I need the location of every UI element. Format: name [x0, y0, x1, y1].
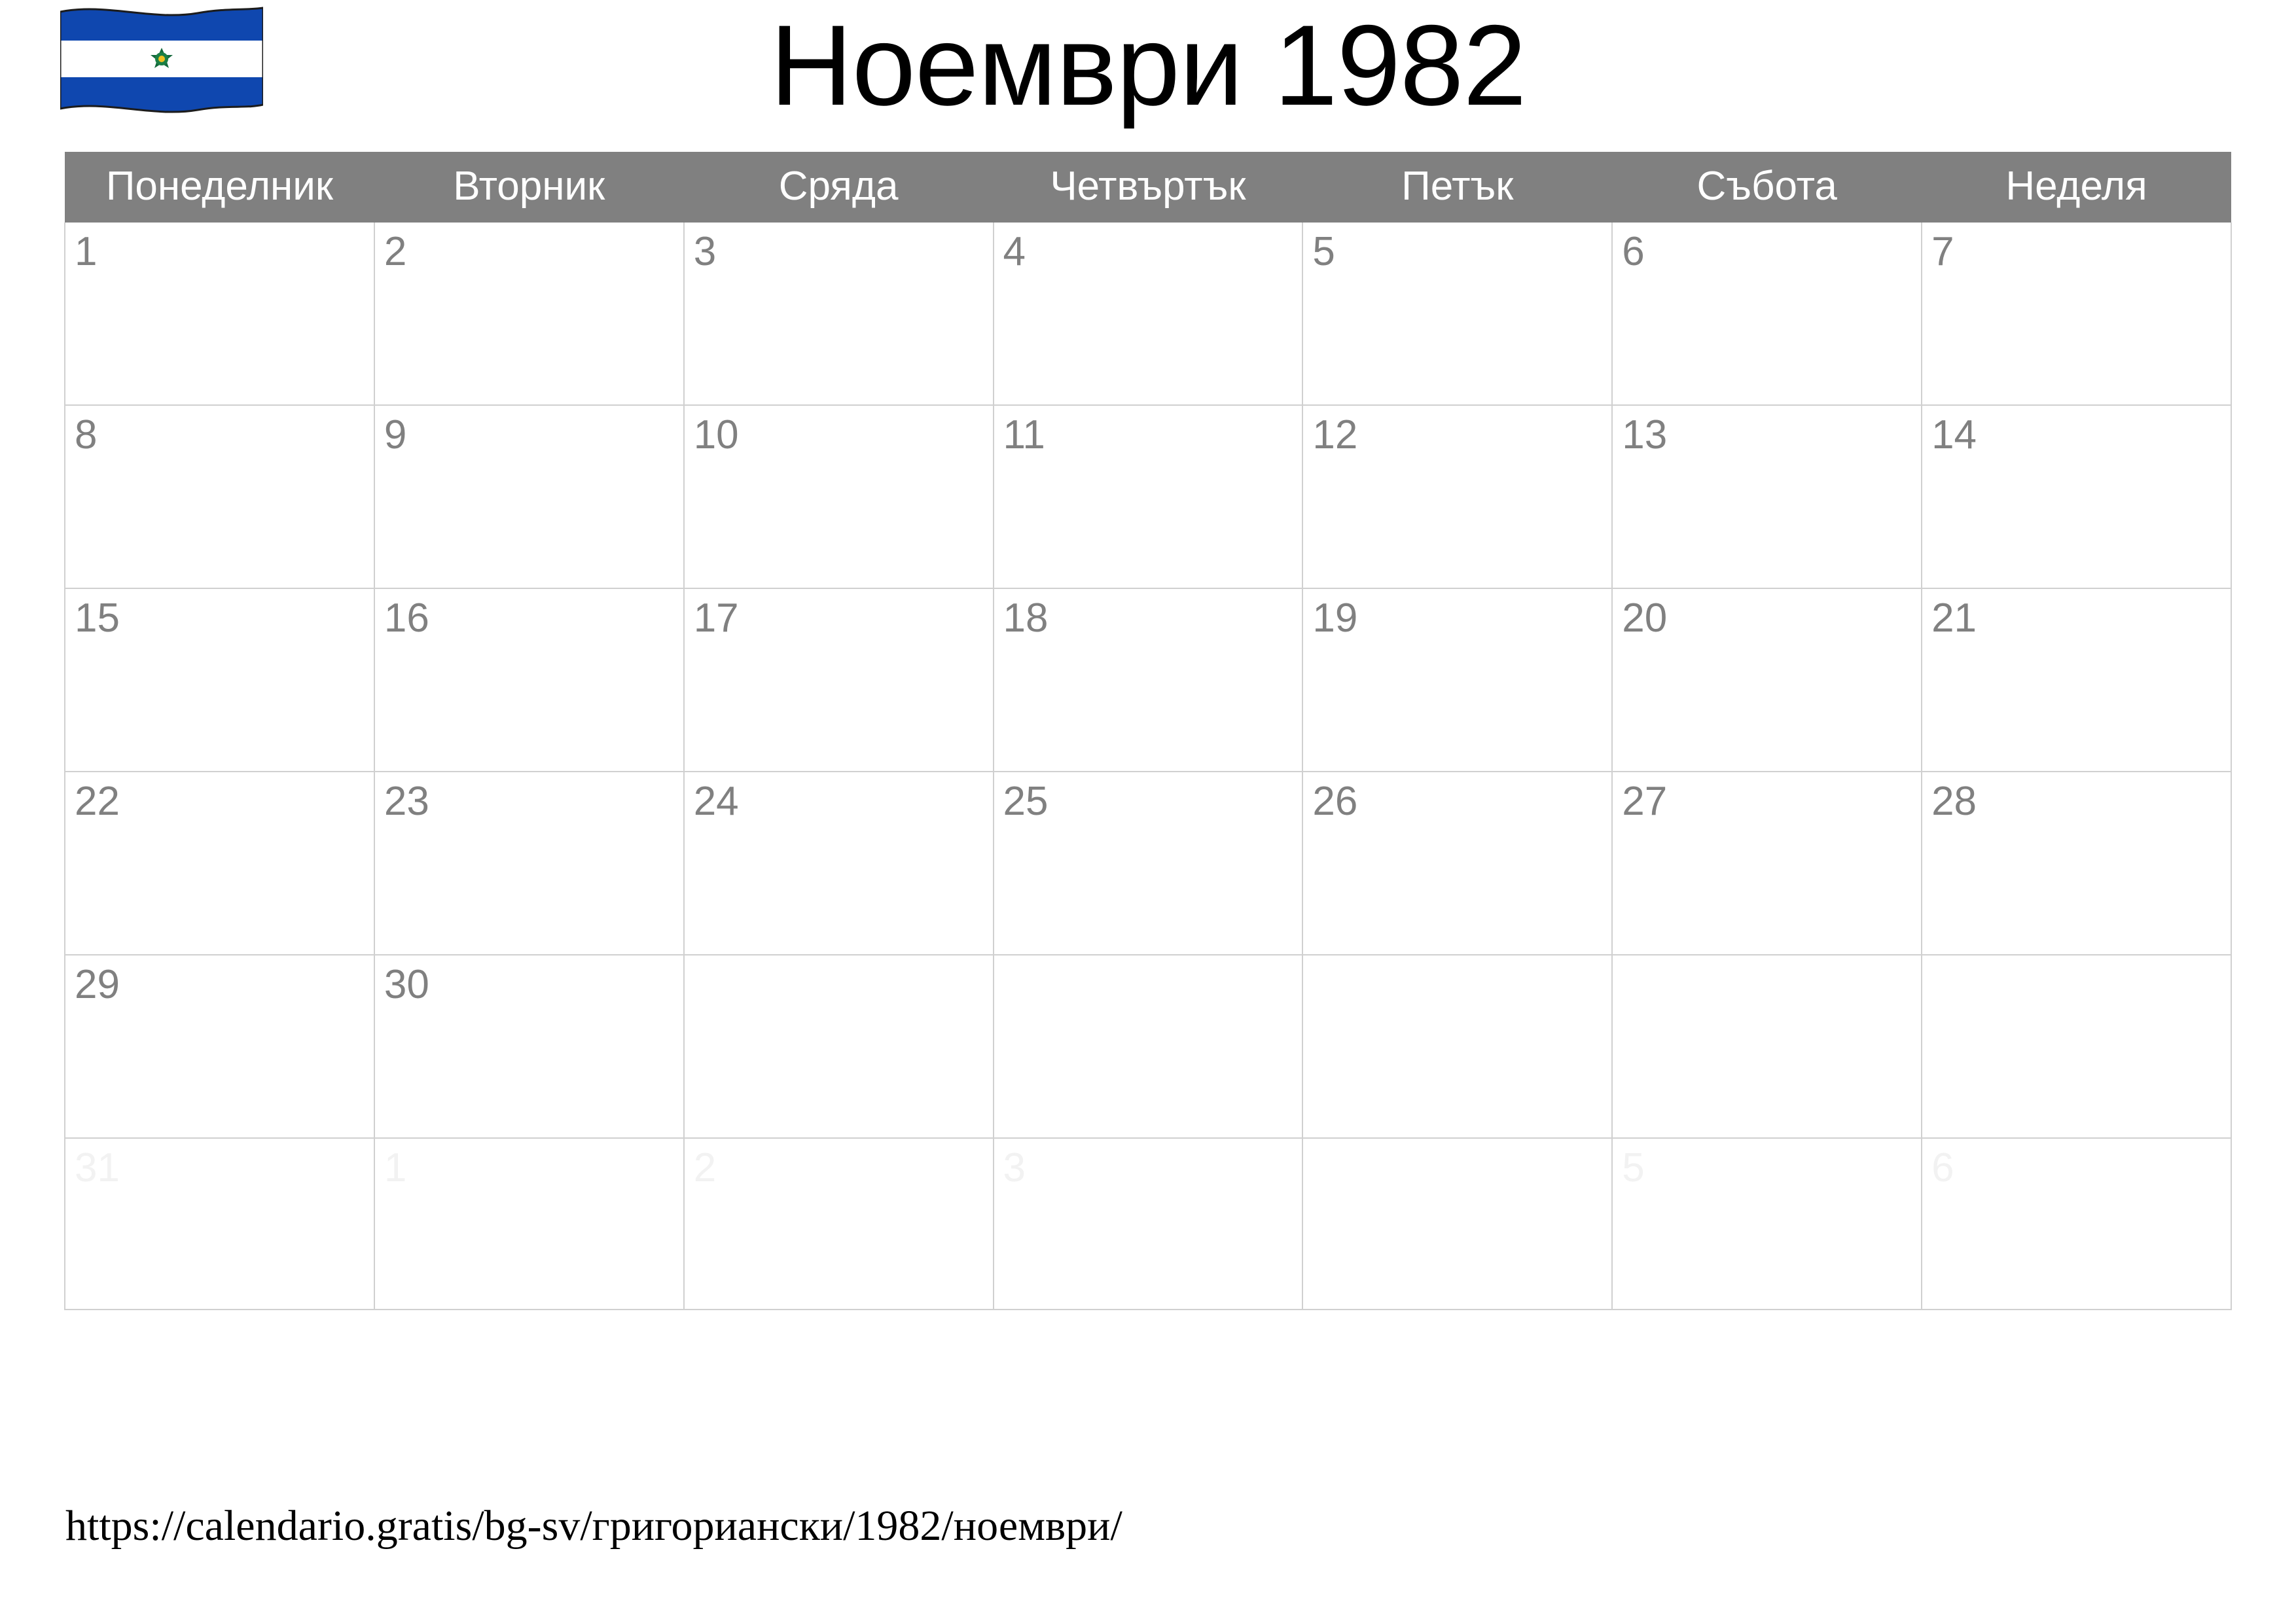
day-number: 17	[693, 596, 739, 641]
day-number: 9	[384, 412, 407, 457]
calendar-day-cell[interactable]	[1922, 405, 2231, 588]
calendar-day-cell[interactable]	[684, 223, 994, 405]
calendar-day-cell[interactable]	[1922, 223, 2231, 405]
day-number: 27	[1622, 779, 1668, 824]
calendar-day-cell[interactable]	[374, 588, 684, 772]
calendar-day-cell[interactable]	[374, 405, 684, 588]
calendar-day-cell[interactable]	[1612, 405, 1922, 588]
day-number: 4	[1003, 229, 1026, 274]
day-number: 2	[693, 1145, 717, 1190]
page-title: Ноември 1982	[770, 1, 1526, 130]
calendar-day-cell[interactable]	[1612, 588, 1922, 772]
day-number: 22	[75, 779, 120, 824]
day-number: 10	[693, 412, 739, 457]
day-number: 28	[1931, 779, 1977, 824]
calendar-day-cell[interactable]	[65, 588, 374, 772]
calendar-day-cell[interactable]	[684, 588, 994, 772]
day-number: 13	[1622, 412, 1668, 457]
weekday-header-wednesday: Сряда	[684, 152, 994, 223]
calendar-day-cell[interactable]	[374, 223, 684, 405]
page-header	[0, 0, 2296, 141]
day-number: 21	[1931, 596, 1977, 641]
calendar-day-cell[interactable]	[374, 1138, 684, 1310]
weekday-header-row	[65, 152, 2231, 223]
day-number: 3	[693, 229, 717, 274]
weekday-header-saturday: Събота	[1612, 152, 1922, 223]
day-number: 30	[384, 962, 429, 1007]
calendar-day-cell[interactable]	[994, 955, 1303, 1138]
calendar-day-cell[interactable]	[65, 772, 374, 955]
day-number: 20	[1622, 596, 1668, 641]
day-number: 25	[1003, 779, 1049, 824]
day-number: 26	[1312, 779, 1358, 824]
calendar-week-row	[65, 588, 2231, 772]
calendar-day-cell[interactable]	[684, 955, 994, 1138]
calendar-day-cell[interactable]	[1302, 223, 1612, 405]
calendar-week-row	[65, 405, 2231, 588]
calendar-day-cell[interactable]	[994, 588, 1303, 772]
day-number: 16	[384, 596, 429, 641]
calendar-day-cell[interactable]	[684, 1138, 994, 1310]
weekday-header-monday: Понеделник	[65, 152, 374, 223]
day-number: 2	[384, 229, 407, 274]
calendar-week-row	[65, 772, 2231, 955]
day-number: 23	[384, 779, 429, 824]
day-number: 12	[1312, 412, 1358, 457]
calendar-day-cell[interactable]	[374, 955, 684, 1138]
calendar-day-cell[interactable]	[374, 772, 684, 955]
source-url[interactable]: https://calendario.gratis/bg-sv/григориански/1982/ноември/	[65, 1502, 1122, 1550]
calendar-day-cell[interactable]	[1922, 955, 2231, 1138]
calendar-day-cell[interactable]	[65, 955, 374, 1138]
calendar-day-cell[interactable]	[1302, 955, 1612, 1138]
day-number: 19	[1312, 596, 1358, 641]
calendar-day-cell[interactable]	[1612, 1138, 1922, 1310]
calendar-day-cell[interactable]	[1302, 588, 1612, 772]
calendar-day-cell[interactable]	[994, 223, 1303, 405]
calendar-day-cell[interactable]	[1922, 588, 2231, 772]
calendar-week-row-overflow	[65, 1138, 2231, 1310]
day-number: 3	[1003, 1145, 1026, 1190]
calendar-day-cell[interactable]	[1612, 223, 1922, 405]
day-number: 14	[1931, 412, 1977, 457]
weekday-header-sunday: Неделя	[1922, 152, 2231, 223]
day-number: 1	[384, 1145, 407, 1190]
day-number: 1	[75, 229, 98, 274]
calendar-day-cell[interactable]	[1922, 1138, 2231, 1310]
day-number: 6	[1931, 1145, 1954, 1190]
calendar-week-row	[65, 955, 2231, 1138]
weekday-header-friday: Петък	[1302, 152, 1612, 223]
day-number: 5	[1312, 229, 1335, 274]
calendar-day-cell[interactable]	[65, 1138, 374, 1310]
day-number: 5	[1622, 1145, 1645, 1190]
calendar-day-cell[interactable]	[1612, 772, 1922, 955]
calendar-day-cell[interactable]	[65, 223, 374, 405]
calendar-day-cell[interactable]	[1302, 1138, 1612, 1310]
calendar-day-cell[interactable]	[1302, 772, 1612, 955]
calendar-day-cell[interactable]	[994, 1138, 1303, 1310]
day-number: 24	[693, 779, 739, 824]
calendar-day-cell[interactable]	[994, 772, 1303, 955]
day-number: 31	[75, 1145, 120, 1190]
day-number: 8	[75, 412, 98, 457]
day-number: 7	[1931, 229, 1954, 274]
calendar-day-cell[interactable]	[1612, 955, 1922, 1138]
calendar-grid	[64, 152, 2232, 1310]
calendar-week-row	[65, 223, 2231, 405]
calendar-day-cell[interactable]	[994, 405, 1303, 588]
day-number: 29	[75, 962, 120, 1007]
day-number: 15	[75, 596, 120, 641]
weekday-header-thursday: Четвъртък	[994, 152, 1303, 223]
weekday-header-tuesday: Вторник	[374, 152, 684, 223]
day-number: 6	[1622, 229, 1645, 274]
calendar-day-cell[interactable]	[1302, 405, 1612, 588]
day-number: 11	[1003, 412, 1045, 457]
el-salvador-flag-icon	[60, 7, 263, 128]
calendar-day-cell[interactable]	[1922, 772, 2231, 955]
calendar-day-cell[interactable]	[65, 405, 374, 588]
day-number: 18	[1003, 596, 1049, 641]
calendar-day-cell[interactable]	[684, 405, 994, 588]
calendar-day-cell[interactable]	[684, 772, 994, 955]
